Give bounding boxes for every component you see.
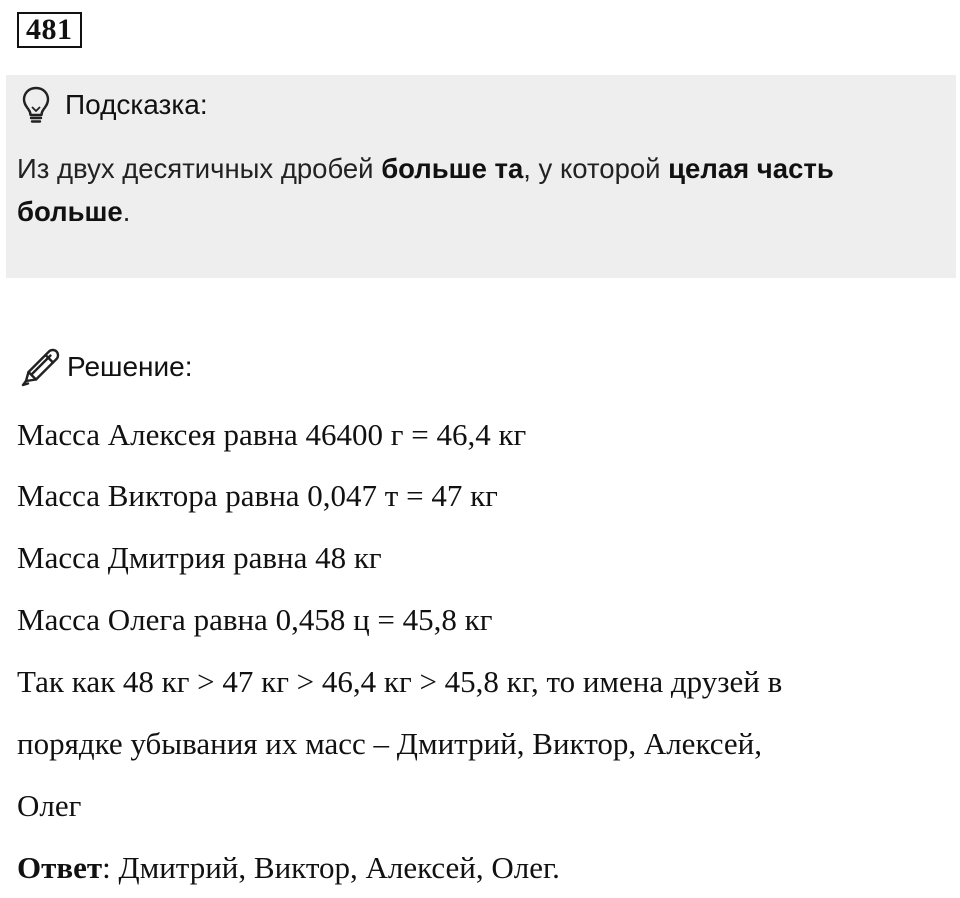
solution-line: порядке убывания их масс – Дмитрий, Виктор, Алексей, (17, 726, 762, 761)
solution-title: Решение: (67, 351, 193, 382)
hint-box (6, 75, 956, 278)
hint-text-part: , у которой (523, 153, 669, 184)
answer-label: Ответ (17, 850, 103, 885)
lightbulb-icon (21, 85, 51, 125)
answer-text: : Дмитрий, Виктор, Алексей, Олег. (102, 850, 560, 885)
hint-text-bold: целая часть больше (17, 153, 834, 227)
hint-text-part: Из двух десятичных дробей (17, 153, 382, 184)
solution-line: Олег (17, 788, 82, 823)
hint-text (17, 147, 947, 233)
task-number: 481 (17, 12, 82, 48)
solution-line: Масса Дмитрия равна 48 кг (17, 540, 382, 575)
hint-text-part: . (122, 196, 131, 227)
solution-line: Так как 48 кг > 47 кг > 46,4 кг > 45,8 кг, то имена друзей в (17, 664, 783, 699)
solution-line: Масса Олега равна 0,458 ц = 45,8 кг (17, 602, 493, 637)
answer-line (17, 848, 560, 888)
hint-header (21, 83, 208, 127)
solution-header (17, 344, 193, 390)
hint-text-bold: больше та (381, 153, 524, 184)
solution-line: Масса Алексея равна 46400 г = 46,4 кг (17, 417, 527, 452)
hint-title: Подсказка: (65, 89, 208, 120)
pencil-icon (17, 344, 63, 390)
solution-line: Масса Виктора равна 0,047 т = 47 кг (17, 478, 498, 513)
